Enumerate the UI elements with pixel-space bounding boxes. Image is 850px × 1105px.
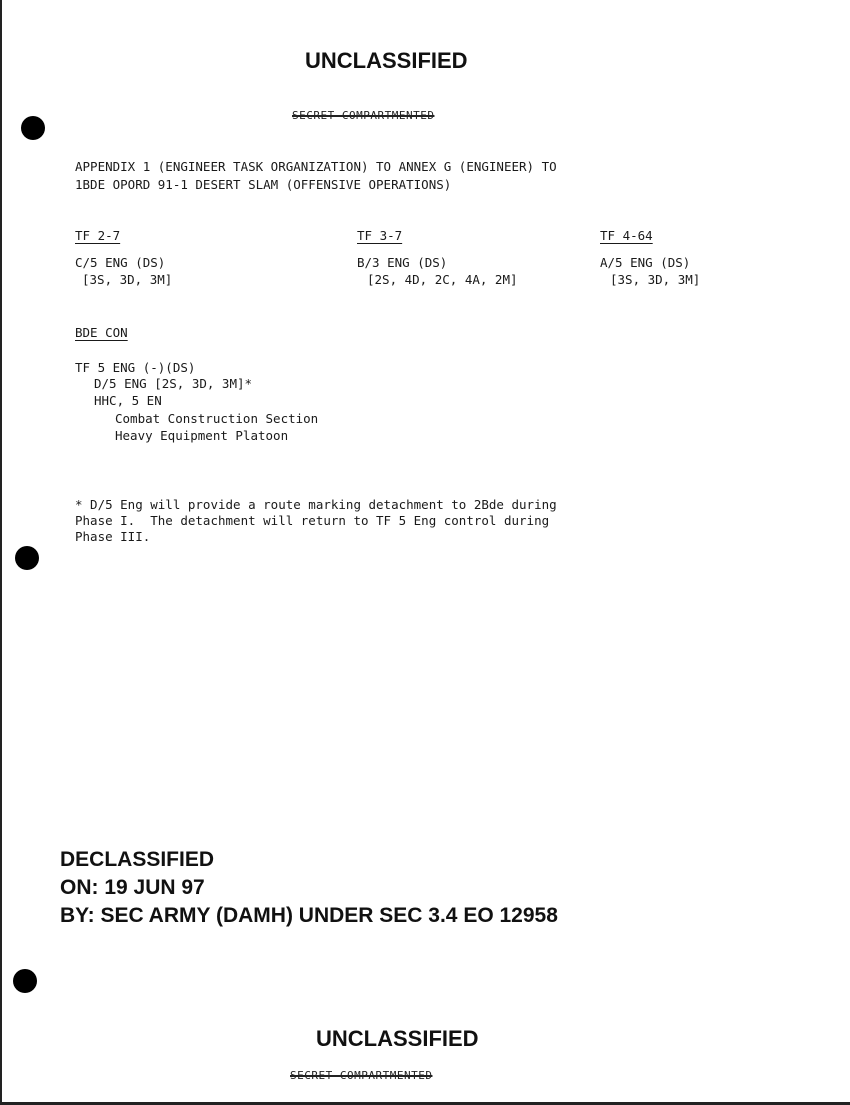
task-force-column-2 (357, 228, 518, 287)
task-force-unit: A/5 ENG (DS) (600, 255, 691, 270)
header-old-marking: SECRET COMPARTMENTED (292, 109, 435, 122)
bde-con-line-4: Combat Construction Section (115, 411, 319, 426)
task-force-detail: [3S, 3D, 3M] (82, 272, 173, 287)
task-force-name: TF 4-64 (600, 228, 653, 243)
bde-con-line-1: TF 5 ENG (-)(DS) (75, 360, 196, 375)
task-force-name: TF 3-7 (357, 228, 403, 243)
task-force-detail: [2S, 4D, 2C, 4A, 2M] (367, 272, 518, 287)
punch-hole-top (21, 116, 45, 140)
footnote-line-2: Phase I. The detachment will return to TF 5 Eng control during (75, 513, 550, 528)
bde-con-line-2: D/5 ENG [2S, 3D, 3M]* (94, 376, 253, 391)
bde-con-line-3: HHC, 5 EN (94, 393, 162, 408)
punch-hole-middle (15, 546, 39, 570)
bde-con-heading: BDE CON (75, 325, 128, 340)
task-force-column-3 (600, 228, 700, 287)
task-force-column-1 (75, 228, 172, 287)
header-classification: UNCLASSIFIED (305, 48, 468, 73)
footnote-line-3: Phase III. (75, 529, 151, 544)
declassified-label: DECLASSIFIED (60, 848, 215, 871)
declassification-stamp (60, 846, 558, 930)
task-force-name: TF 2-7 (75, 228, 121, 243)
declassified-authority: BY: SEC ARMY (DAMH) UNDER SEC 3.4 EO 12958 (60, 904, 558, 927)
footer-classification: UNCLASSIFIED (316, 1026, 479, 1051)
footnote-line-1: * D/5 Eng will provide a route marking detachment to 2Bde during (75, 497, 557, 512)
footer-old-marking: SECRET COMPARTMENTED (290, 1069, 433, 1082)
task-force-detail: [3S, 3D, 3M] (610, 272, 701, 287)
document-title-line-2: 1BDE OPORD 91-1 DESERT SLAM (OFFENSIVE OPERATIONS) (75, 177, 452, 192)
document-title-line-1: APPENDIX 1 (ENGINEER TASK ORGANIZATION) TO ANNEX G (ENGINEER) TO (75, 159, 557, 174)
declassified-date: ON: 19 JUN 97 (60, 876, 205, 899)
page-left-edge (0, 0, 2, 1105)
task-force-unit: B/3 ENG (DS) (357, 255, 448, 270)
task-force-unit: C/5 ENG (DS) (75, 255, 166, 270)
bde-con-line-5: Heavy Equipment Platoon (115, 428, 289, 443)
punch-hole-bottom (13, 969, 37, 993)
